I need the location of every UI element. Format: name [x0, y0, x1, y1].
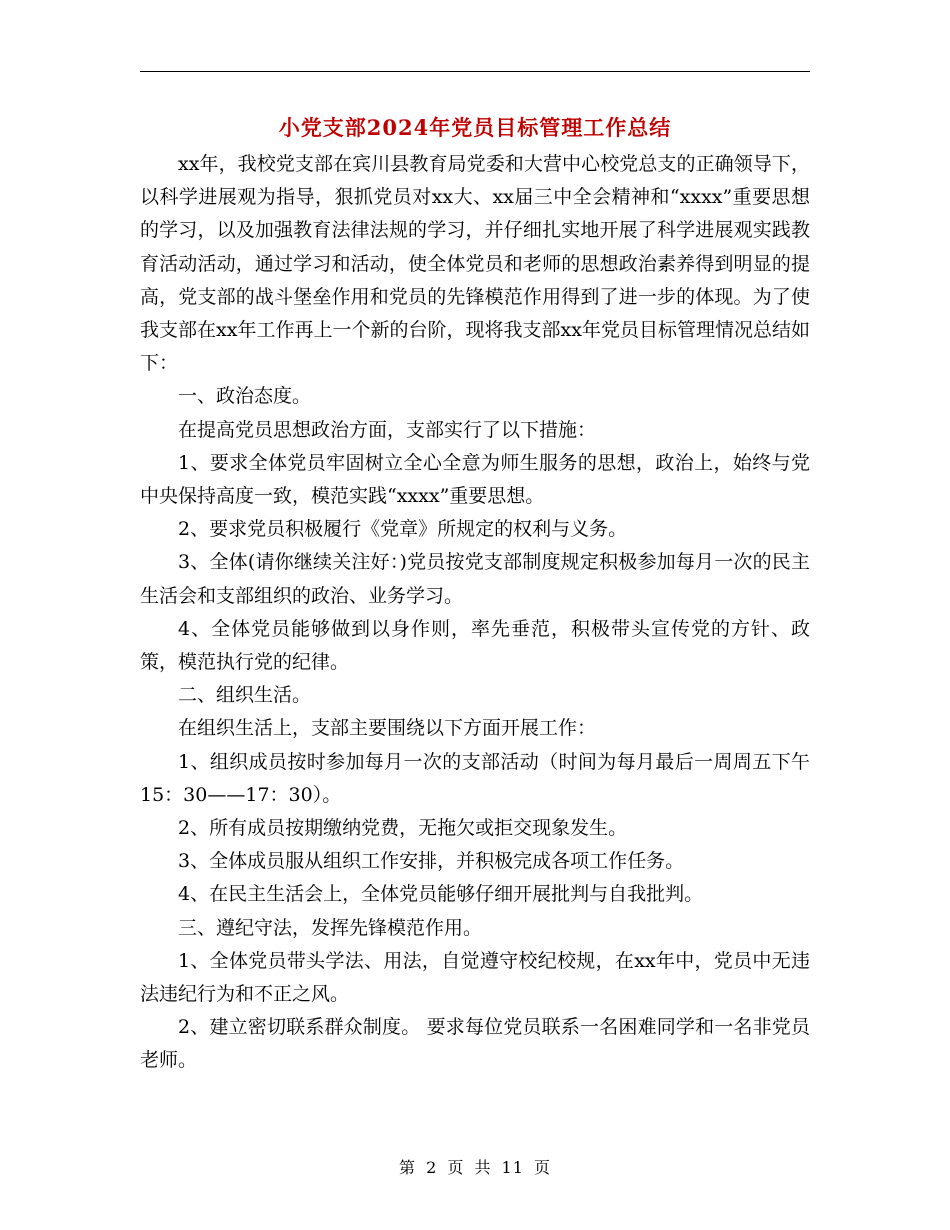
section-heading-discipline: 三、遵纪守法，发挥先锋模范作用。	[178, 916, 483, 939]
paragraph: 在提高党员思想政治方面，支部实行了以下措施：	[178, 418, 597, 441]
list-item: 4、在民主生活会上，全体党员能够仔细开展批判与自我批判。	[178, 883, 704, 906]
list-item: 4、全体党员能够做到以身作则，率先垂范，积极带头宣传党的方针、政策，模范执行党的纪律。	[140, 617, 810, 674]
list-item: 2、所有成员按期缴纳党费，无拖欠或拒交现象发生。	[178, 817, 628, 840]
paragraph: 在组织生活上，支部主要围绕以下方面开展工作：	[178, 717, 597, 740]
list-item: 1、组织成员按时参加每月一次的支部活动（时间为每月最后一周周五下午15：30——17：30）。	[140, 750, 810, 806]
list-item: 2、建立密切联系群众制度。 要求每位党员联系一名困难同学和一名非党员老师。	[140, 1016, 810, 1072]
list-item: 3、全体(请你继续关注好：)党员按党支部制度规定积极参加每月一次的民主生活会和支部组织的政治、业务学习。	[140, 551, 810, 607]
document-body	[140, 148, 810, 1078]
list-item: 3、全体成员服从组织工作安排，并积极完成各项工作任务。	[178, 850, 685, 873]
list-item: 1、要求全体党员牢固树立全心全意为师生服务的思想，政治上，始终与党中央保持高度一致，模范实践“xxxx”重要思想。	[140, 451, 810, 508]
header-rule	[140, 71, 810, 72]
section-heading-political: 一、政治态度。	[178, 385, 312, 408]
list-item: 1、全体党员带头学法、用法，自觉遵守校纪校规，在xx年中，党员中无违法违纪行为和不正之风。	[140, 949, 810, 1006]
page-number: 第 2 页 共 11 页	[399, 1158, 551, 1177]
document-title: 小党支部2024年党员目标管理工作总结	[278, 115, 672, 140]
list-item: 2、要求党员积极履行《党章》所规定的权利与义务。	[178, 518, 628, 541]
section-heading-organization: 二、组织生活。	[178, 684, 312, 707]
paragraph-intro: xx年，我校党支部在宾川县教育局党委和大营中心校党总支的正确领导下，以科学进展观为指导，狠抓党员对xx大、xx届三中全会精神和“xxxx”重要思想的学习，以及加强教育法律法规的学习，并仔细扎实地开展了科学进展观实践教育活动活动，通过学习和活动，使全体党员和老师的思想政治素养得到明显的提高，党支部的战斗堡垒作用和党员的先锋模范作用得到了进一步的体现。为了使我支部在xx年工作再上一个新的台阶，现将我支部xx年党员目标管理情况总结如下：	[140, 153, 810, 375]
